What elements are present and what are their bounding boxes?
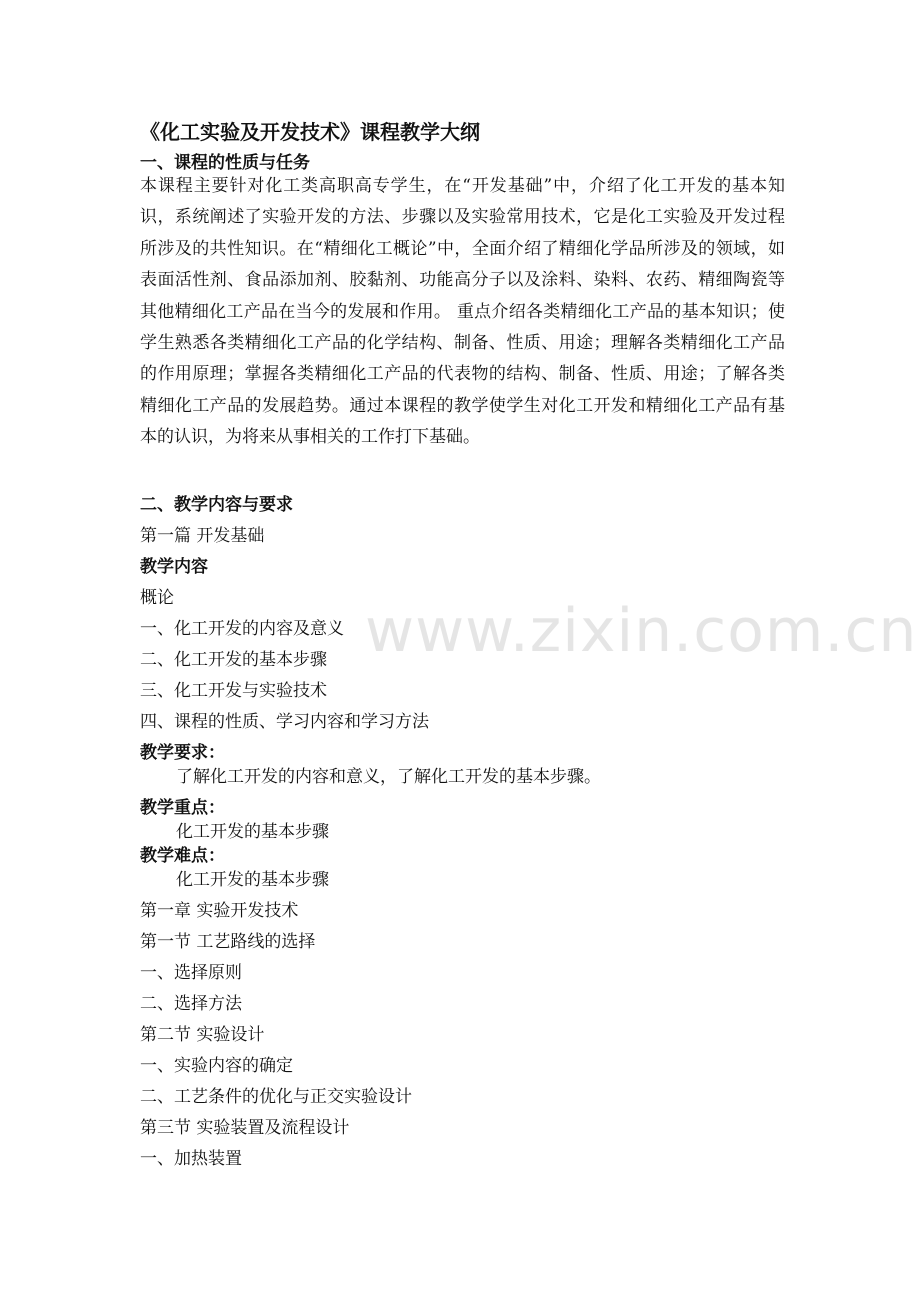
watermark: www.zixin.com.cn (365, 596, 918, 666)
section-item: 一、选择原则 (140, 963, 242, 983)
chapter-heading: 第一章 实验开发技术 (140, 901, 299, 921)
section-item: 二、选择方法 (140, 994, 242, 1014)
part-heading: 第一篇 开发基础 (140, 526, 265, 546)
section-body-nature: 本课程主要针对化工类高职高专学生，在“开发基础”中，介绍了化工开发的基本知识，系统阐述了实验开发的方法、步骤以及实验常用技术，它是化工实验及开发过程所涉及的共性知识。在“精细化工概论”中，全面介绍了精细化学品所涉及的领域，如表面活性剂、食品添加剂、胶黏剂、功能高分子以及涂料、染料、农药、精细陶瓷等其他精细化工产品在当今的发展和作用。 重点介绍各类精细化工产品的基本知识；使学生熟悉各类精细化工产品的化学结构、制备、性质、用途；理解各类精细化工产品的作用原理；掌握各类精细化工产品的代表物的结构、制备、性质、用途；了解各类精细化工产品的发展趋势。通过本课程的教学使学生对化工开发和精细化工产品有基本的认识，为将来从事相关的工作打下基础。 (140, 176, 785, 448)
section-item: 二、工艺条件的优化与正交实验设计 (140, 1087, 412, 1107)
document-title: 《化工实验及开发技术》课程教学大纲 (140, 120, 480, 144)
teaching-content-label: 教学内容 (140, 557, 208, 577)
requirements-text: 了解化工开发的内容和意义，了解化工开发的基本步骤。 (176, 767, 601, 787)
section-title: 第三节 实验装置及流程设计 (140, 1118, 350, 1138)
intro-item: 二、化工开发的基本步骤 (140, 650, 327, 670)
intro-label: 概论 (140, 588, 174, 608)
key-points-label: 教学重点： (140, 798, 225, 818)
section-heading-nature: 一、课程的性质与任务 (140, 153, 310, 173)
intro-item: 四、课程的性质、学习内容和学习方法 (140, 712, 429, 732)
key-points-text: 化工开发的基本步骤 (176, 822, 329, 842)
intro-item: 一、化工开发的内容及意义 (140, 619, 344, 639)
difficulties-text: 化工开发的基本步骤 (176, 870, 329, 890)
section-title: 第二节 实验设计 (140, 1025, 265, 1045)
requirements-label: 教学要求： (140, 743, 225, 763)
section-title: 第一节 工艺路线的选择 (140, 932, 316, 952)
section-item: 一、实验内容的确定 (140, 1056, 293, 1076)
difficulties-label: 教学难点： (140, 846, 225, 866)
section-heading-content: 二、教学内容与要求 (140, 495, 293, 515)
intro-item: 三、化工开发与实验技术 (140, 681, 327, 701)
section-item: 一、加热装置 (140, 1149, 242, 1169)
